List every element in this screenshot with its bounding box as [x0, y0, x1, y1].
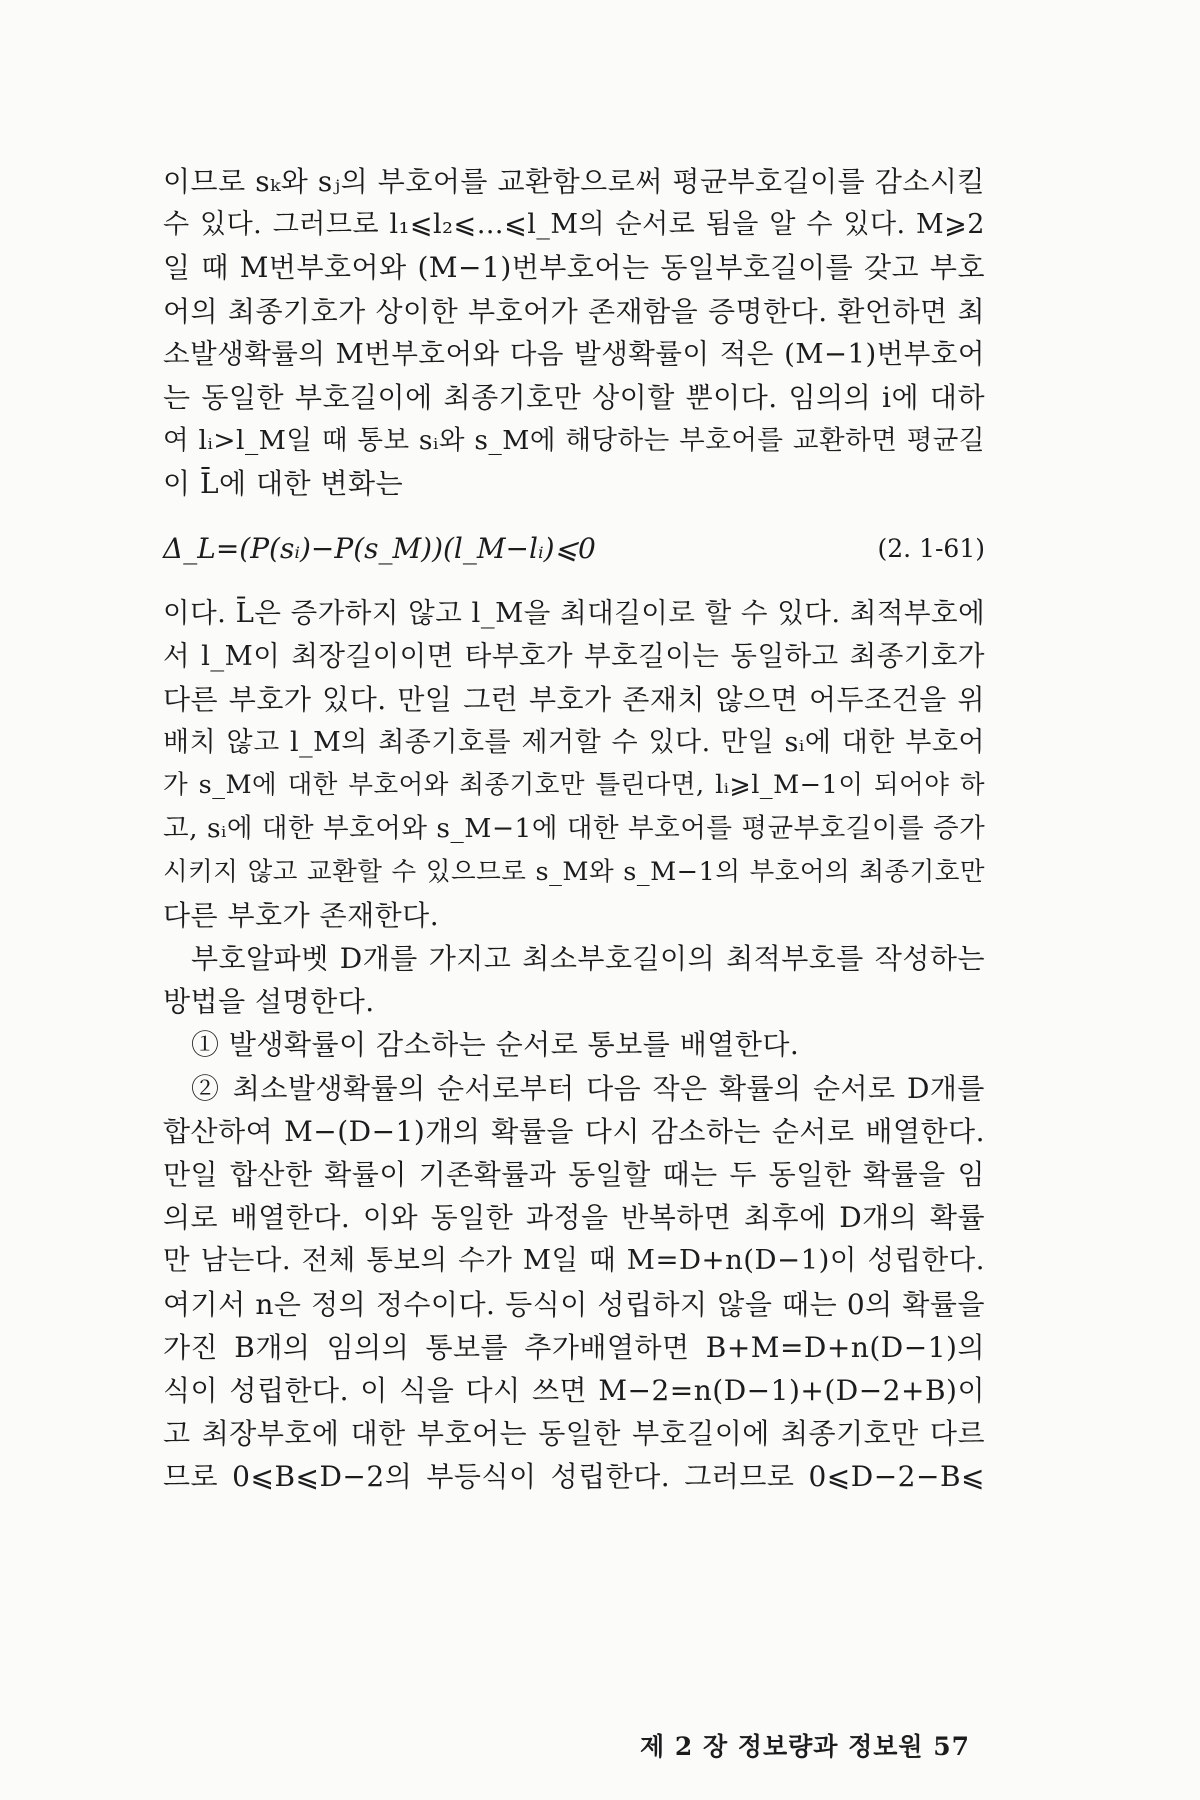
text-line: 소발생확률의 M번부호어와 다음 발생확률이 적은 (M−1)번부호어	[163, 337, 985, 370]
text-line: 가 s_M에 대한 부호어와 최종기호만 틀린다면, lᵢ⩾l_M−1이 되어야 하	[163, 770, 985, 801]
text-line: 여 lᵢ>l_M일 때 통보 sᵢ와 s_M에 해당하는 부호어를 교환하면 평균길	[163, 425, 985, 457]
text-line: 다른 부호가 있다. 만일 그런 부호가 존재치 않으면 어두조건을 위	[163, 682, 985, 716]
text-line: 여기서 n은 정의 정수이다. 등식이 성립하지 않을 때는 0의 확률을	[163, 1287, 985, 1321]
list-item	[163, 1067, 985, 1499]
page-body	[163, 160, 985, 1498]
list-item	[163, 1023, 985, 1066]
text-line: 부호알파벳 D개를 가지고 최소부호길이의 최적부호를 작성하는	[191, 942, 985, 975]
paragraph	[163, 937, 985, 1023]
text-line: 가진 B개의 임의의 통보를 추가배열하면 B+M=D+n(D−1)의	[163, 1330, 985, 1364]
text-line: ① 발생확률이 감소하는 순서로 통보를 배열한다.	[191, 1028, 800, 1062]
equation-number: (2. 1-61)	[877, 534, 985, 563]
equation	[163, 506, 985, 592]
text-line: 만일 합산한 확률이 기존확률과 동일할 때는 두 동일한 확률을 임	[163, 1157, 985, 1191]
text-line: 배치 않고 l_M의 최종기호를 제거할 수 있다. 만일 sᵢ에 대한 부호어	[163, 727, 985, 759]
equation-formula: Δ_L=(P(sᵢ)−P(s_M))(l_M−lᵢ)⩽0	[163, 532, 596, 565]
paragraph	[163, 160, 985, 506]
text-line: 식이 성립한다. 이 식을 다시 쓰면 M−2=n(D−1)+(D−2+B)이	[163, 1373, 985, 1407]
text-line: 므로 0⩽B⩽D−2의 부등식이 성립한다. 그러므로 0⩽D−2−B⩽	[163, 1460, 985, 1494]
text-line: 시키지 않고 교환할 수 있으므로 s_M와 s_M−1의 부호어의 최종기호만	[163, 856, 985, 887]
text-line: 만 남는다. 전체 통보의 수가 M일 때 M=D+n(D−1)이 성립한다.	[163, 1244, 985, 1277]
running-footer: 제 2 장 정보량과 정보원 57	[640, 1732, 971, 1761]
text-line: 이 L̄에 대한 변화는	[163, 467, 404, 501]
paragraph	[163, 592, 985, 938]
text-line: 방법을 설명한다.	[163, 985, 375, 1019]
text-line: 고 최장부호에 대한 부호어는 동일한 부호길이에 최종기호만 다르	[163, 1417, 985, 1451]
text-line: 수 있다. 그러므로 l₁⩽l₂⩽…⩽l_M의 순서로 됨을 알 수 있다. M⩾2	[163, 209, 985, 241]
text-line: 다른 부호가 존재한다.	[163, 898, 440, 932]
text-line: 어의 최종기호가 상이한 부호어가 존재함을 증명한다. 환언하면 최	[163, 294, 985, 328]
text-line: 일 때 M번부호어와 (M−1)번부호어는 동일부호길이를 갖고 부호	[163, 251, 985, 285]
text-line: 이므로 sₖ와 sⱼ의 부호어를 교환함으로써 평균부호길이를 감소시킬	[163, 165, 985, 198]
text-line: 는 동일한 부호길이에 최종기호만 상이할 뿐이다. 임의의 i에 대하	[163, 380, 985, 414]
text-line: 의로 배열한다. 이와 동일한 과정을 반복하면 최후에 D개의 확률	[163, 1201, 985, 1235]
text-line: ② 최소발생확률의 순서로부터 다음 작은 확률의 순서로 D개를	[191, 1071, 985, 1105]
text-line: 이다. L̄은 증가하지 않고 l_M을 최대길이로 할 수 있다. 최적부호에	[163, 596, 986, 629]
text-line: 합산하여 M−(D−1)개의 확률을 다시 감소하는 순서로 배열한다.	[163, 1114, 985, 1148]
text-line: 서 l_M이 최장길이이면 타부호가 부호길이는 동일하고 최종기호가	[163, 639, 985, 672]
text-line: 고, sᵢ에 대한 부호어와 s_M−1에 대한 부호어를 평균부호길이를 증가	[163, 813, 986, 845]
